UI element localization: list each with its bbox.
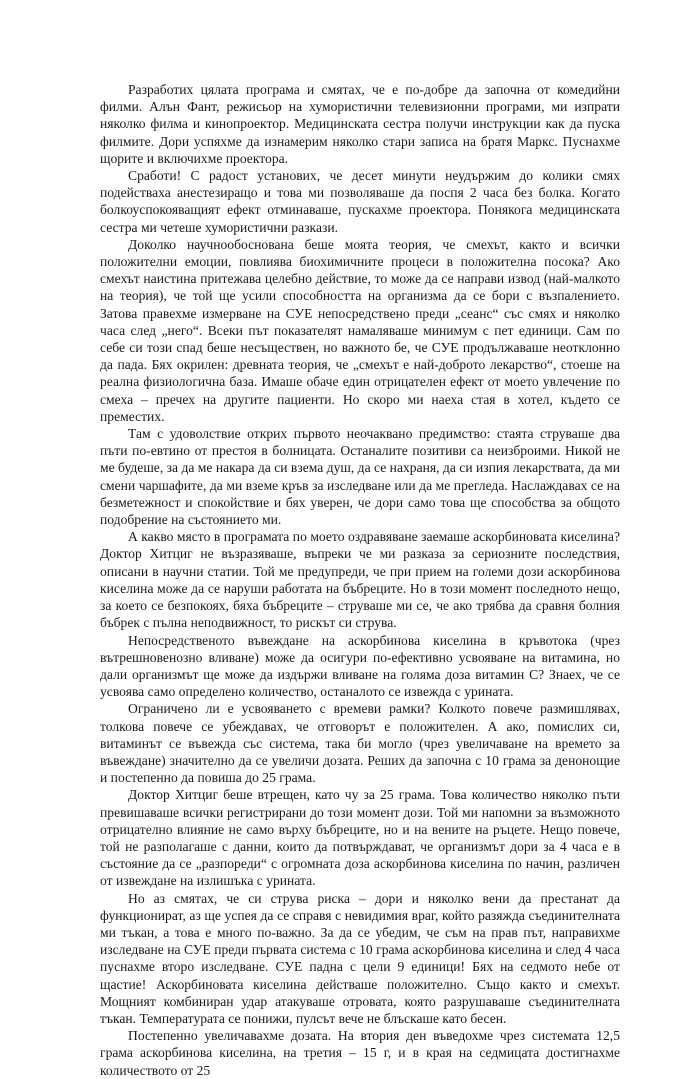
- paragraph: Постепенно увеличавахме дозата. На втория ден въведохме чрез системата 12,5 грама аскорбинова киселина, на третия – 15 г, и в края на седмицата достигнахме количеството от 25: [100, 1028, 620, 1078]
- paragraph: Там с удоволствие открих първото неочаквано предимство: стаята струваше два пъти по-евтино от престоя в болницата. Останалите позитиви са неизброими. Никой не ме будеше, за да ме накара да си взема душ, да се нахраня, да си изпия лекарствата, да ми смени чаршафите, да ми вземе кръв за изследване или да ме прегледа. Наслаждавах се на безметежност и спокойствие и бях уверен, че дори само това ще способства за общото подобрение на състоянието ми.: [100, 426, 620, 528]
- paragraph: А какво място в програмата по моето оздравяване заемаше аскорбиновата киселина? Доктор Хитциг не възразяваше, въпреки че ми разказа за сериозните последствия, описани в научни статии. Той ме предупреди, че при прием на големи дози аскорбинова киселина може да се наруши работата на бъбреците. Но в този момент последното нещо, за което се безпокоях, бяха бъбреците – струваше ми се, че ако трябва да сравня болния бъбрек с пълна неподвижност, то рискът си струва.: [100, 529, 620, 631]
- body-text: [100, 81, 620, 1079]
- paragraph: Разработих цялата програма и смятах, че е по-добре да започна от комедийни филми. Алън Фант, режисьор на хумористични телевизионни програми, ми изпрати няколко филма и кинопроектор. Медицинската сестра получи инструкции как да пуска филмите. Дори успяхме да изнамерим няколко стари записа на братя Маркс. Пуснахме щорите и включихме проектора.: [100, 82, 620, 166]
- paragraph: Доколко научнообоснована беше моята теория, че смехът, както и всички положителни емоции, повлиява биохимичните процеси в положителна посока? Ако смехът наистина притежава целебно действие, то може да се направи извод (най-малкото на теория), че той ще усили способността на организма да се бори с възпалението. Затова правехме измерване на СУЕ непосредствено преди „сеанс“ със смях и няколко часа след „него“. Всеки път показателят намаляваше минимум с пет единици. Сам по себе си този спад беше несъществен, но важното бе, че СУЕ продължаваше неотклонно да пада. Бях окрилен: древната теория, че „смехът е най-доброто лекарство“, стоеше на реална физиологична база. Имаше обаче един отрицателен ефект от моето увлечение по смеха – пречех на другите пациенти. Но скоро ми наеха стая в хотел, където се преместих.: [100, 236, 620, 424]
- paragraph: Но аз смятах, че си струва риска – дори и няколко вени да престанат да функционират, аз ще успея да се справя с невидимия враг, който разяжда съединителната ми тъкан, а това е много по-важно. За да се убедим, че съм на прав път, направихме изследване на СУЕ преди първата система с 10 грама аскорбинова киселина и след 4 часа пуснахме второ изследване. СУЕ падна с цели 9 единици! Бях на седмото небе от щастие! Аскорбиновата киселина действаше положително. Също както и смехът. Мощният комбиниран удар атакуваше отровата, която разрушаваше съединителната тъкан. Температурата се понижи, пулсът вече не блъскаше като бесен.: [100, 890, 620, 1026]
- paragraph: Доктор Хитциг беше втрещен, като чу за 25 грама. Това количество няколко пъти превишаваше всички регистрирани до този момент дози. Той ми напомни за възможното отрицателно влияние не само върху бъбреците, но и на вените на ръцете. Нещо повече, той не разполагаше с данни, които да потвърждават, че организмът дори за 4 часа е в състояние да се „разпореди“ с огромната доза аскорбинова киселина по начин, различен от извеждане на излишъка с урината.: [100, 787, 620, 889]
- paragraph: Сработи! С радост установих, че десет минути неудържим до колики смях подействаха анестезиращо и това ми позволяваше да поспя 2 часа без болка. Когато болкоуспокояващият ефект отминаваше, пускахме проектора. Понякога медицинската сестра ми четеше хумористични разкази.: [100, 168, 620, 235]
- paragraph: Ограничено ли е усвояването с времеви рамки? Колкото повече размишлявах, толкова повече се убеждавах, че отговорът е положителен. А ако, помислих си, витаминът се въвежда със система, така би могло (чрез увеличаване на времето за въвеждане) значително да се увеличи дозата. Реших да започна с 10 грама за денонощие и постепенно да повиша до 25 грама.: [100, 701, 620, 786]
- paragraph: Непосредственото въвеждане на аскорбинова киселина в кръвотока (чрез вътрешновенозно вливане) може да осигури по-ефективно усвояване на витамина, но дали организмът ще може да издържи вливане на голяма доза витамин С? Знаех, че се усвоява само определено количество, останалото се извежда с урината.: [100, 632, 620, 700]
